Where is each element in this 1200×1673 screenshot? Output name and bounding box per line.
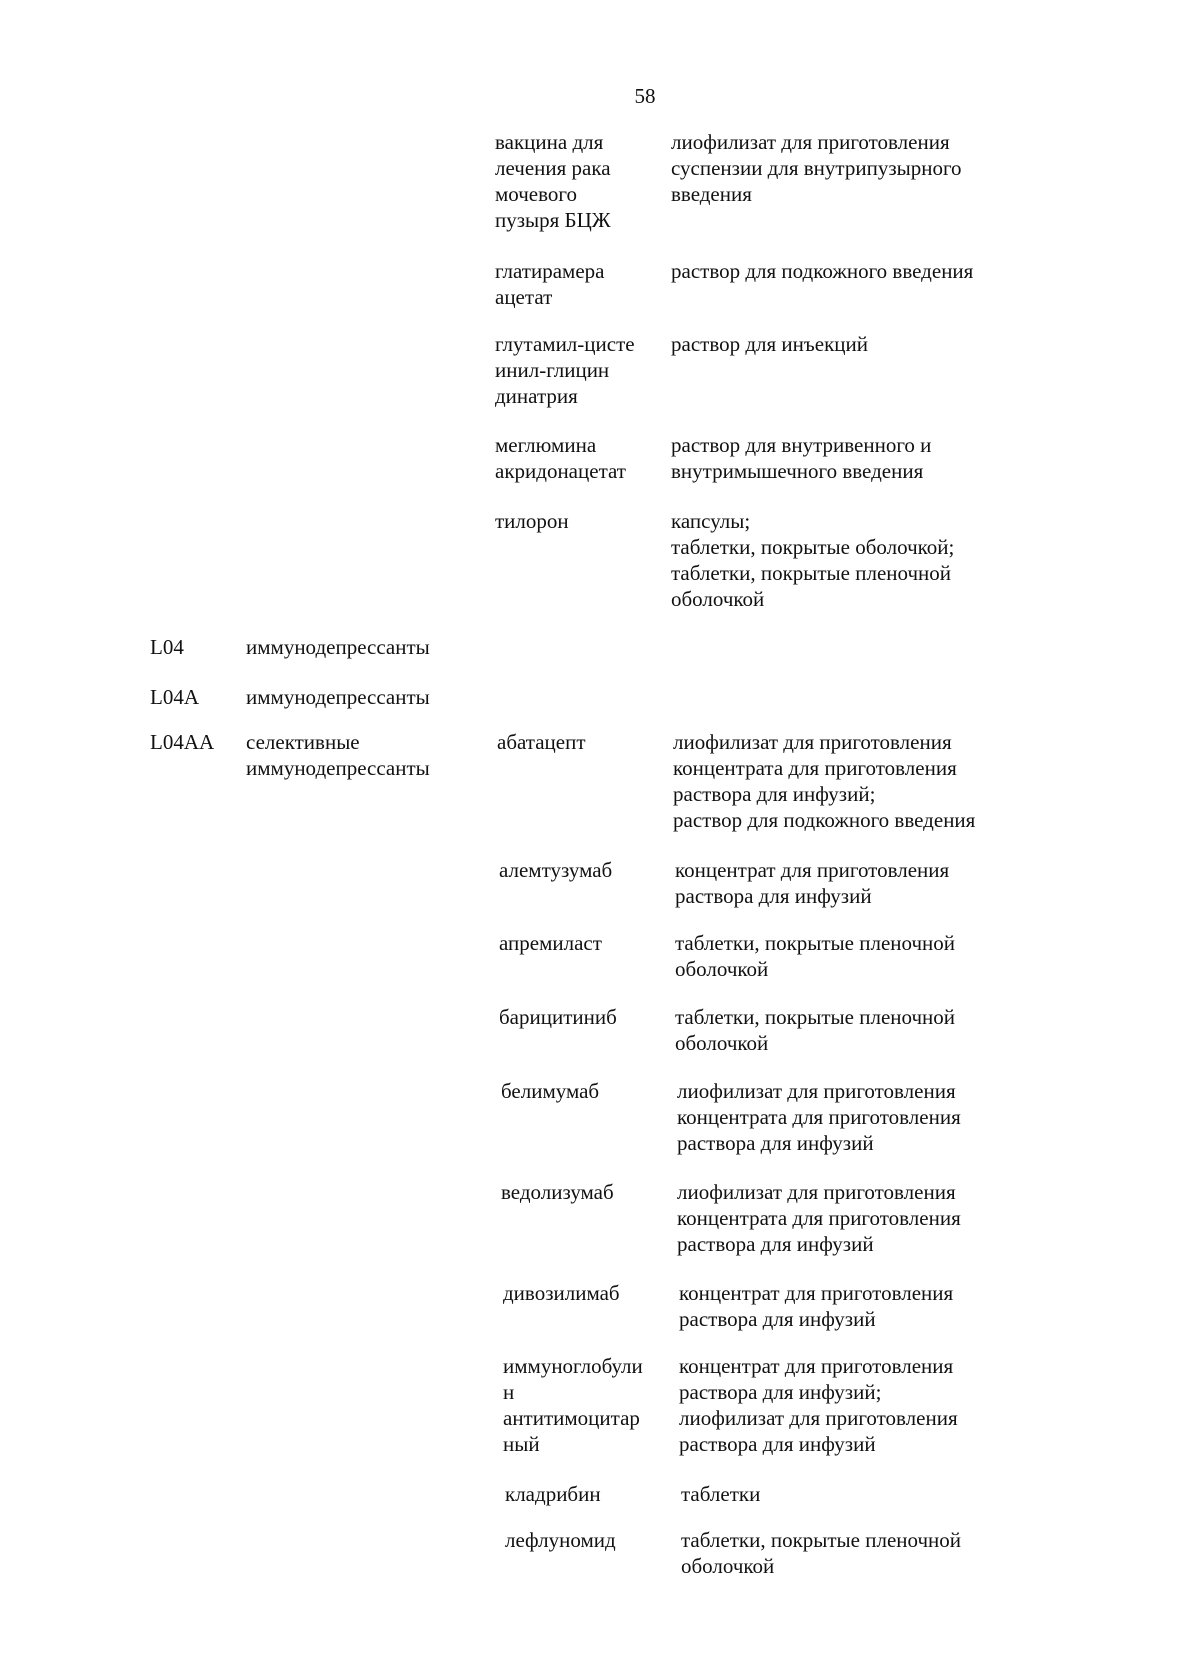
dosage-form: таблетки [681, 1482, 761, 1506]
dosage-form: лиофилизат для приготовления концентрата для приготовления раствора для инфузий; раствор для подкожного введения [673, 730, 976, 832]
dosage-form: концентрат для приготовления раствора для инфузий [675, 858, 950, 908]
drug-name: абатацепт [497, 730, 586, 754]
dosage-form: лиофилизат для приготовления суспензии для внутрипузырного введения [671, 130, 962, 206]
atc-group: иммунодепрессанты [246, 685, 430, 709]
dosage-form: концентрат для приготовления раствора для инфузий; лиофилизат для приготовления раствора для инфузий [679, 1354, 958, 1456]
atc-group: селективные иммунодепрессанты [246, 730, 430, 780]
dosage-form: таблетки, покрытые пленочной оболочкой [675, 931, 956, 981]
atc-code: L04 [150, 635, 184, 659]
drug-name: глатирамера ацетат [495, 259, 605, 309]
dosage-form: раствор для подкожного введения [671, 259, 974, 283]
dosage-form: таблетки, покрытые пленочной оболочкой [681, 1528, 962, 1578]
dosage-form: раствор для внутривенного и внутримышечного введения [671, 433, 932, 483]
drug-name: ведолизумаб [501, 1180, 614, 1204]
dosage-form: капсулы; таблетки, покрытые оболочкой; таблетки, покрытые пленочной оболочкой [671, 509, 955, 611]
drug-name: апремиласт [499, 931, 602, 955]
drug-name: белимумаб [501, 1079, 600, 1103]
dosage-form: лиофилизат для приготовления концентрата для приготовления раствора для инфузий [677, 1180, 961, 1256]
drug-name: тилорон [495, 509, 569, 533]
drug-name: дивозилимаб [503, 1281, 620, 1305]
drug-name: кладрибин [505, 1482, 601, 1506]
dosage-form: концентрат для приготовления раствора для инфузий [679, 1281, 954, 1331]
drug-name: глутамил-цисте инил-глицин динатрия [495, 332, 635, 408]
drug-name: меглюмина акридонацетат [495, 433, 626, 483]
page-number: 58 [634, 84, 656, 108]
atc-group: иммунодепрессанты [246, 635, 430, 659]
dosage-form: таблетки, покрытые пленочной оболочкой [675, 1005, 956, 1055]
dosage-form: раствор для инъекций [671, 332, 868, 356]
drug-name: вакцина для лечения рака мочевого пузыря БЦЖ [495, 130, 611, 232]
atc-code: L04AA [150, 730, 215, 754]
drug-name: алемтузумаб [499, 858, 613, 882]
dosage-form: лиофилизат для приготовления концентрата для приготовления раствора для инфузий [677, 1079, 961, 1155]
drug-name: барицитиниб [499, 1005, 617, 1029]
drug-name: иммуноглобули н антитимоцитар ный [503, 1354, 643, 1456]
drug-name: лефлуномид [505, 1528, 616, 1552]
atc-code: L04A [150, 685, 199, 709]
